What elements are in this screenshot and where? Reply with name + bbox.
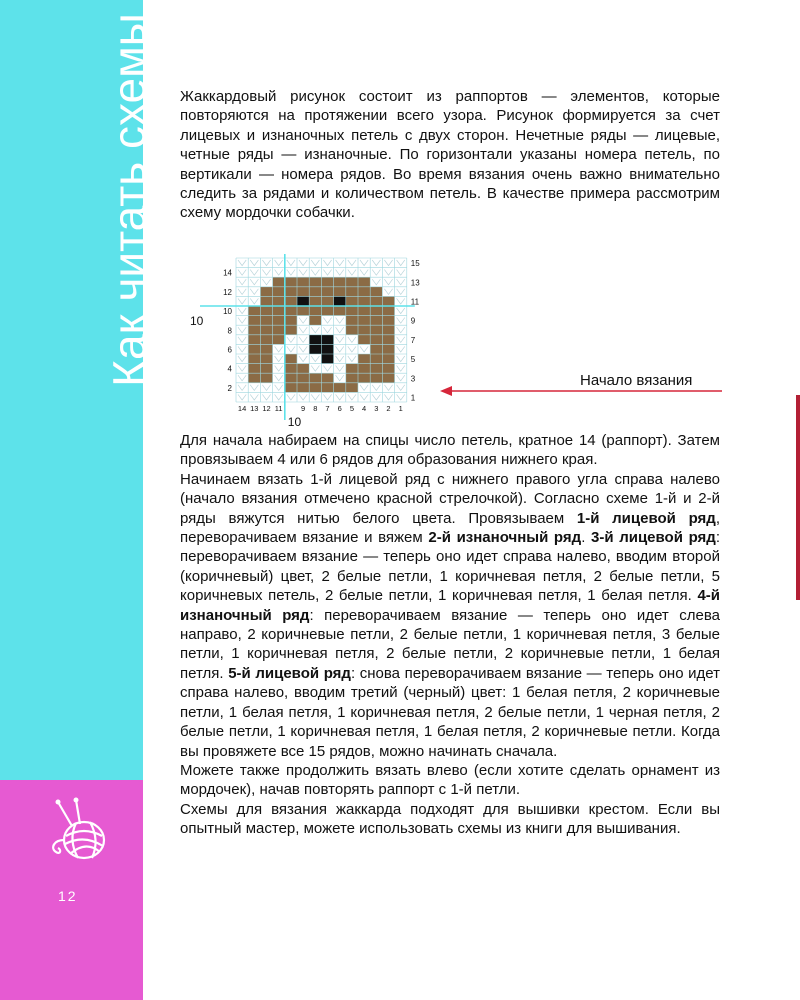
row-4-label: 4-й изнаночный ряд bbox=[180, 587, 720, 624]
chart-cell bbox=[382, 325, 394, 335]
paragraph-embroidery: Схемы для вязания жаккарда подходят для вышивки крестом. Если вы опытный мастер, можете использовать схемы из книги для вышивания. bbox=[180, 800, 720, 838]
chart-cell bbox=[370, 373, 382, 383]
yarn-ball-icon bbox=[46, 796, 116, 866]
row-5-label: 5-й лицевой ряд bbox=[228, 664, 351, 682]
column-label: 8 bbox=[313, 404, 318, 413]
chart-cell bbox=[297, 364, 309, 374]
chart-cell bbox=[260, 373, 272, 383]
row-label: 13 bbox=[410, 278, 420, 288]
chart-cell bbox=[321, 287, 333, 297]
chart-cell bbox=[382, 296, 394, 306]
chart-cell bbox=[260, 287, 272, 297]
sidebar bbox=[0, 0, 155, 1000]
chart-cell bbox=[285, 316, 297, 326]
row-label: 1 bbox=[410, 393, 416, 403]
chart-cell bbox=[248, 373, 260, 383]
chart-cell bbox=[273, 316, 285, 326]
column-label: 13 bbox=[250, 404, 259, 413]
chart-cell bbox=[260, 306, 272, 316]
column-label: 6 bbox=[337, 404, 342, 413]
chart-cell bbox=[382, 316, 394, 326]
column-label: 7 bbox=[325, 404, 330, 413]
chart-cell bbox=[285, 287, 297, 297]
row-label: 11 bbox=[410, 297, 420, 307]
chart-cell bbox=[273, 325, 285, 335]
chart-cell bbox=[285, 325, 297, 335]
chart-cell bbox=[370, 335, 382, 345]
chart-cell bbox=[248, 325, 260, 335]
paragraph-continue: Можете также продолжить вязать влево (если хотите сделать орнамент из мордочек), начав повторять раппорт с 1-й петли. bbox=[180, 761, 720, 799]
chart-cell bbox=[370, 287, 382, 297]
start-label: Начало вязания bbox=[580, 372, 693, 389]
chart-cell bbox=[248, 316, 260, 326]
chart-cell bbox=[346, 325, 358, 335]
chart-cell bbox=[285, 373, 297, 383]
chart-cell bbox=[370, 344, 382, 354]
chart-cell bbox=[321, 373, 333, 383]
body-text bbox=[180, 431, 720, 839]
chart-cell bbox=[358, 373, 370, 383]
chart-cell bbox=[382, 364, 394, 374]
chart-cell bbox=[346, 296, 358, 306]
row-label: 4 bbox=[227, 364, 232, 374]
row-label: 3 bbox=[410, 374, 416, 384]
chart-cell bbox=[248, 335, 260, 345]
chart-cell bbox=[334, 287, 346, 297]
chart-cell bbox=[260, 316, 272, 326]
chart-cell bbox=[285, 383, 297, 393]
column-10-label: 10 bbox=[287, 415, 302, 429]
column-label: 14 bbox=[237, 404, 247, 413]
chart-cell bbox=[370, 296, 382, 306]
chart-cell bbox=[297, 383, 309, 393]
row-label: 15 bbox=[410, 259, 420, 269]
paragraph-rows: Начинаем вязать 1-й лицевой ряд с нижнего правого угла справа налево (начало вязания отмечено красной стрелочкой). Согласно схеме 1-й и 2-й ряды вяжутся нитью белого цвета. Провязываем 1-й лицевой ряд, переворачиваем вязание и вяжем 2-й изнаночный ряд. 3-й лицевой ряд: переворачиваем вязание — теперь оно идет справа налево, вводим второй (коричневый) цвет, 2 белые петли, 1 коричневая петля, 2 белые петли, 5 коричневых петель, 2 белые петли, 1 коричневая петля, 1 белая петля. 4-й изнаночный ряд: переворачиваем вязание — теперь оно идет слева направо, 2 коричневые петли, 2 белые петли, 1 коричневая петля, 3 белые петли, 1 коричневая петля, 2 белые петли, 2 коричневые петли, 1 белая петля. 5-й лицевой ряд: снова переворачиваем вязание — теперь оно идет справа налево, вводим третий (черный) цвет: 1 белая петля, 2 коричневые петли, 1 белая петля, 1 коричневая петля, 2 белые петли, 1 черная петля, 2 белые петли, 1 коричневая петля, 1 белая петля, 2 коричневые петли. Когда вы провяжете все 15 рядов, можно начинать сначала. bbox=[180, 470, 721, 760]
chart-cell bbox=[321, 296, 333, 306]
chart-cell bbox=[309, 383, 321, 393]
row-label: 10 bbox=[223, 307, 232, 317]
chart-cell bbox=[297, 306, 309, 316]
chart-cell bbox=[260, 335, 272, 345]
column-label: 2 bbox=[386, 404, 391, 413]
paragraph-cast-on: Для начала набираем на спицы число петель, кратное 14 (раппорт). Затем провязываем 4 или 6 рядов для образования нижнего края. bbox=[180, 432, 720, 469]
column-label: 4 bbox=[362, 404, 367, 413]
row-label: 7 bbox=[410, 335, 416, 345]
chart-cell bbox=[321, 277, 333, 287]
chart-cell bbox=[260, 344, 272, 354]
column-label: 1 bbox=[398, 404, 403, 413]
chart-cell bbox=[346, 287, 358, 297]
chart-cell bbox=[248, 354, 260, 364]
chart-cell bbox=[382, 373, 394, 383]
chart-cell bbox=[285, 306, 297, 316]
chart-cell bbox=[334, 306, 346, 316]
chart-cell bbox=[346, 373, 358, 383]
chart-cell bbox=[370, 325, 382, 335]
chart-cell bbox=[309, 316, 321, 326]
chart-cell bbox=[260, 364, 272, 374]
row-label: 12 bbox=[223, 287, 232, 297]
chart-cell bbox=[285, 364, 297, 374]
chart-cell bbox=[297, 373, 309, 383]
chart-cell bbox=[321, 383, 333, 393]
row-label: 9 bbox=[410, 316, 416, 326]
chart-cell bbox=[358, 306, 370, 316]
row-label: 14 bbox=[223, 268, 232, 278]
chart-cell bbox=[334, 277, 346, 287]
column-label: 3 bbox=[374, 404, 379, 413]
chart-cell bbox=[346, 364, 358, 374]
column-label: 11 bbox=[274, 404, 283, 413]
chart-cell bbox=[358, 335, 370, 345]
chart-cell bbox=[248, 306, 260, 316]
chart-cell bbox=[309, 306, 321, 316]
chart-cell bbox=[382, 306, 394, 316]
chart-cell bbox=[248, 344, 260, 354]
chart-cell bbox=[297, 296, 309, 306]
column-label: 12 bbox=[262, 404, 271, 413]
chart-cell bbox=[334, 296, 346, 306]
column-label: 9 bbox=[301, 404, 306, 413]
section-title: Как читать схемы bbox=[103, 13, 155, 387]
chart-cell bbox=[346, 306, 358, 316]
chart-cell bbox=[382, 354, 394, 364]
chart-cell bbox=[297, 277, 309, 287]
row-label: 8 bbox=[227, 326, 232, 336]
chart-cell bbox=[321, 306, 333, 316]
row-label: 6 bbox=[227, 345, 232, 355]
chart-cell bbox=[248, 364, 260, 374]
chart-cell bbox=[321, 344, 333, 354]
row-label: 5 bbox=[410, 355, 416, 365]
chart-cell bbox=[285, 354, 297, 364]
chart-cell bbox=[382, 335, 394, 345]
chart-cell bbox=[358, 277, 370, 287]
chart-cell bbox=[309, 287, 321, 297]
chart-cell bbox=[346, 383, 358, 393]
column-label: 5 bbox=[349, 404, 354, 413]
chart-cell bbox=[358, 354, 370, 364]
chart-cell bbox=[309, 296, 321, 306]
chart-cell bbox=[358, 325, 370, 335]
start-arrow bbox=[438, 384, 728, 398]
row-10-label: 10 bbox=[190, 314, 204, 328]
chart-cell bbox=[273, 277, 285, 287]
chart-cell bbox=[273, 335, 285, 345]
chart-cell bbox=[370, 316, 382, 326]
chart-cell bbox=[370, 364, 382, 374]
chart-cell bbox=[260, 354, 272, 364]
chart-cell bbox=[346, 277, 358, 287]
row-label: 2 bbox=[227, 383, 232, 393]
chart-cell bbox=[260, 296, 272, 306]
chart-cell bbox=[358, 316, 370, 326]
chart-cell bbox=[273, 296, 285, 306]
chart-cell bbox=[346, 316, 358, 326]
chart-cell bbox=[309, 373, 321, 383]
row-3-label: 3-й лицевой ряд bbox=[591, 529, 716, 547]
intro-text: Жаккардовый рисунок состоит из раппортов — элементов, которые повторяются на протяжении всего узора. Рисунок формируется за счет лицевых и изнаночных петель с двух сторон. Нечетные ряды — лицевые, четные ряды — изнаночные. По горизонтали указаны номера петель, по вертикали — номера рядов. Во время вязания очень важно внимательно следить за рядами и количеством петель. В качестве примера рассмотрим схему мордочки собачки. bbox=[180, 88, 720, 222]
page-number: 12 bbox=[58, 888, 78, 904]
chart-cell bbox=[309, 277, 321, 287]
chart-cell bbox=[309, 335, 321, 345]
chart-cell bbox=[382, 344, 394, 354]
row-1-label: 1-й лицевой ряд bbox=[576, 509, 716, 527]
chart-cell bbox=[260, 325, 272, 335]
chart-cell bbox=[309, 344, 321, 354]
chart-cell bbox=[358, 287, 370, 297]
row-2-label: 2-й изнаночный ряд bbox=[428, 529, 582, 547]
page-edge-mark bbox=[796, 395, 800, 600]
chart-cell bbox=[273, 287, 285, 297]
intro-paragraph bbox=[180, 87, 720, 223]
chart-cell bbox=[370, 354, 382, 364]
chart-cell bbox=[358, 296, 370, 306]
chart-cell bbox=[321, 354, 333, 364]
chart-cell bbox=[321, 335, 333, 345]
chart-cell bbox=[334, 383, 346, 393]
chart-cell bbox=[285, 277, 297, 287]
chart-cell bbox=[273, 306, 285, 316]
chart-cell bbox=[285, 296, 297, 306]
chart-cell bbox=[297, 287, 309, 297]
chart-cell bbox=[370, 306, 382, 316]
chart-cell bbox=[358, 364, 370, 374]
knitting-chart bbox=[190, 250, 426, 429]
